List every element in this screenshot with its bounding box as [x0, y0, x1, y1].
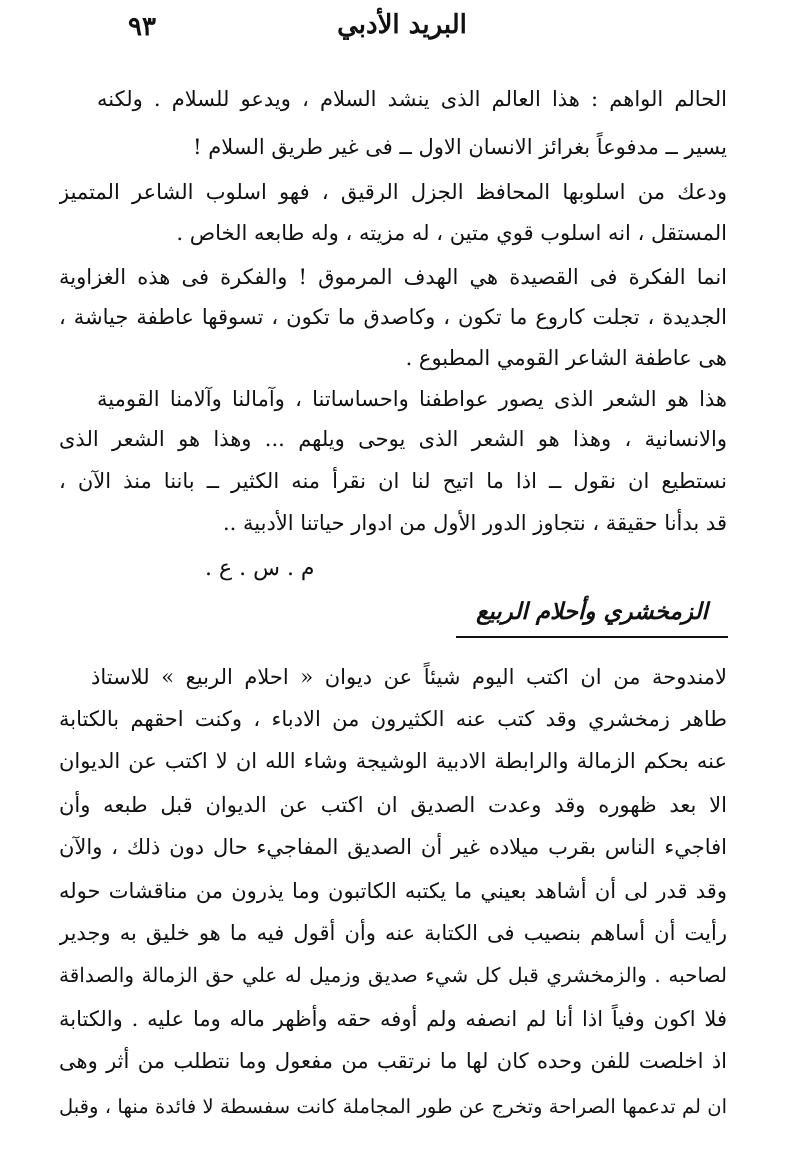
article2-line-9: فلا اكون وفياً اذا أنا لم انصفه ولم أوفه حقه وأظهر ماله وما عليه . والكتابة — [59, 1007, 727, 1031]
article2-line-6: وقد قدر لى أن أشاهد بعيني ما يكتبه الكاتبون وما يذرون من مناقشات حوله — [59, 879, 727, 903]
article2-line-7: رأيت أن أساهم بنصيب فى الكتابة عنه وأن أقول فيه ما هو خليق به وجدير — [59, 921, 727, 945]
author-signature: م . س . ع . — [205, 556, 315, 581]
article2-line-1: لامندوحة من ان اكتب اليوم شيئاً عن ديوان « احلام الربيع » للاستاذ — [91, 665, 727, 689]
article2-line-5: افاجيء الناس بقرب ميلاده غير أن الصديق المفاجيء حال دون ذلك ، والآن — [59, 835, 727, 859]
article1-line-5: انما الفكرة فى القصيدة هي الهدف المرموق ! والفكرة فى هذه الغزاوية — [59, 265, 727, 289]
article1-line-8: هذا هو الشعر الذى يصور عواطفنا واحساساتنا ، وآمالنا وآلامنا القومية — [97, 387, 727, 411]
article1-line-9: والانسانية ، وهذا هو الشعر الذى يوحى ويلهم ... وهذا هو الشعر الذى — [59, 427, 727, 451]
article2-line-11: ان لم تدعمها الصراحة وتخرج عن طور المجاملة كانت سفسطة لا فائدة منها ، وقبل — [59, 1095, 727, 1118]
article1-line-7: هى عاطفة الشاعر القومي المطبوع . — [405, 346, 727, 370]
article2-line-3: عنه بحكم الزمالة والرابطة الادبية الوشيجة وشاء الله ان لا اكتب عن الديوان — [59, 749, 727, 773]
page-header — [0, 6, 789, 46]
article1-line-1: الحالم الواهم : هذا العالم الذى ينشد السلام ، ويدعو للسلام . ولكنه — [97, 87, 727, 111]
article2-line-8: لصاحبه . والزمخشري قبل كل شيء صديق وزميل له علي حق الزمالة والصداقة — [59, 963, 727, 987]
article1-line-11: قد بدأنا حقيقة ، نتجاوز الدور الأول من ادوار حياتنا الأدبية .. — [223, 511, 727, 535]
running-title: البريد الأدبي — [337, 10, 467, 40]
article1-line-10: نستطيع ان نقول ــ اذا ما اتيح لنا ان نقرأ منه الكثير ــ باننا منذ الآن ، — [59, 469, 727, 493]
article2-line-2: طاهر زمخشري وقد كتب عنه الكثيرون من الادباء ، وكنت احقهم بالكتابة — [59, 707, 727, 731]
title-underline — [456, 636, 728, 638]
article1-line-6: الجديدة ، تجلت كاروع ما تكون ، وكاصدق ما تكون ، تسوقها عاطفة جياشة ، — [59, 305, 727, 329]
article2-line-10: اذ اخلصت للفن وحده كان لها ما نرتقب من مفعول وما نتطلب من أثر وهى — [59, 1049, 727, 1073]
article1-line-2: يسير ــ مدفوعاً بغرائز الانسان الاول ــ فى غير طريق السلام ! — [193, 135, 727, 159]
article1-line-4: المستقل ، انه اسلوب قوي متين ، له مزيته ، وله طابعه الخاص . — [176, 221, 727, 245]
page-number: ٩٣ — [128, 12, 156, 42]
section-title: الزمخشري وأحلام الربيع — [476, 598, 708, 625]
article2-line-4: الا بعد ظهوره وقد وعدت الصديق ان اكتب عن الديوان قبل طبعه وأن — [59, 793, 727, 817]
article1-line-3: ودعك من اسلوبها المحافظ الجزل الرقيق ، فهو اسلوب الشاعر المتميز — [59, 180, 727, 204]
